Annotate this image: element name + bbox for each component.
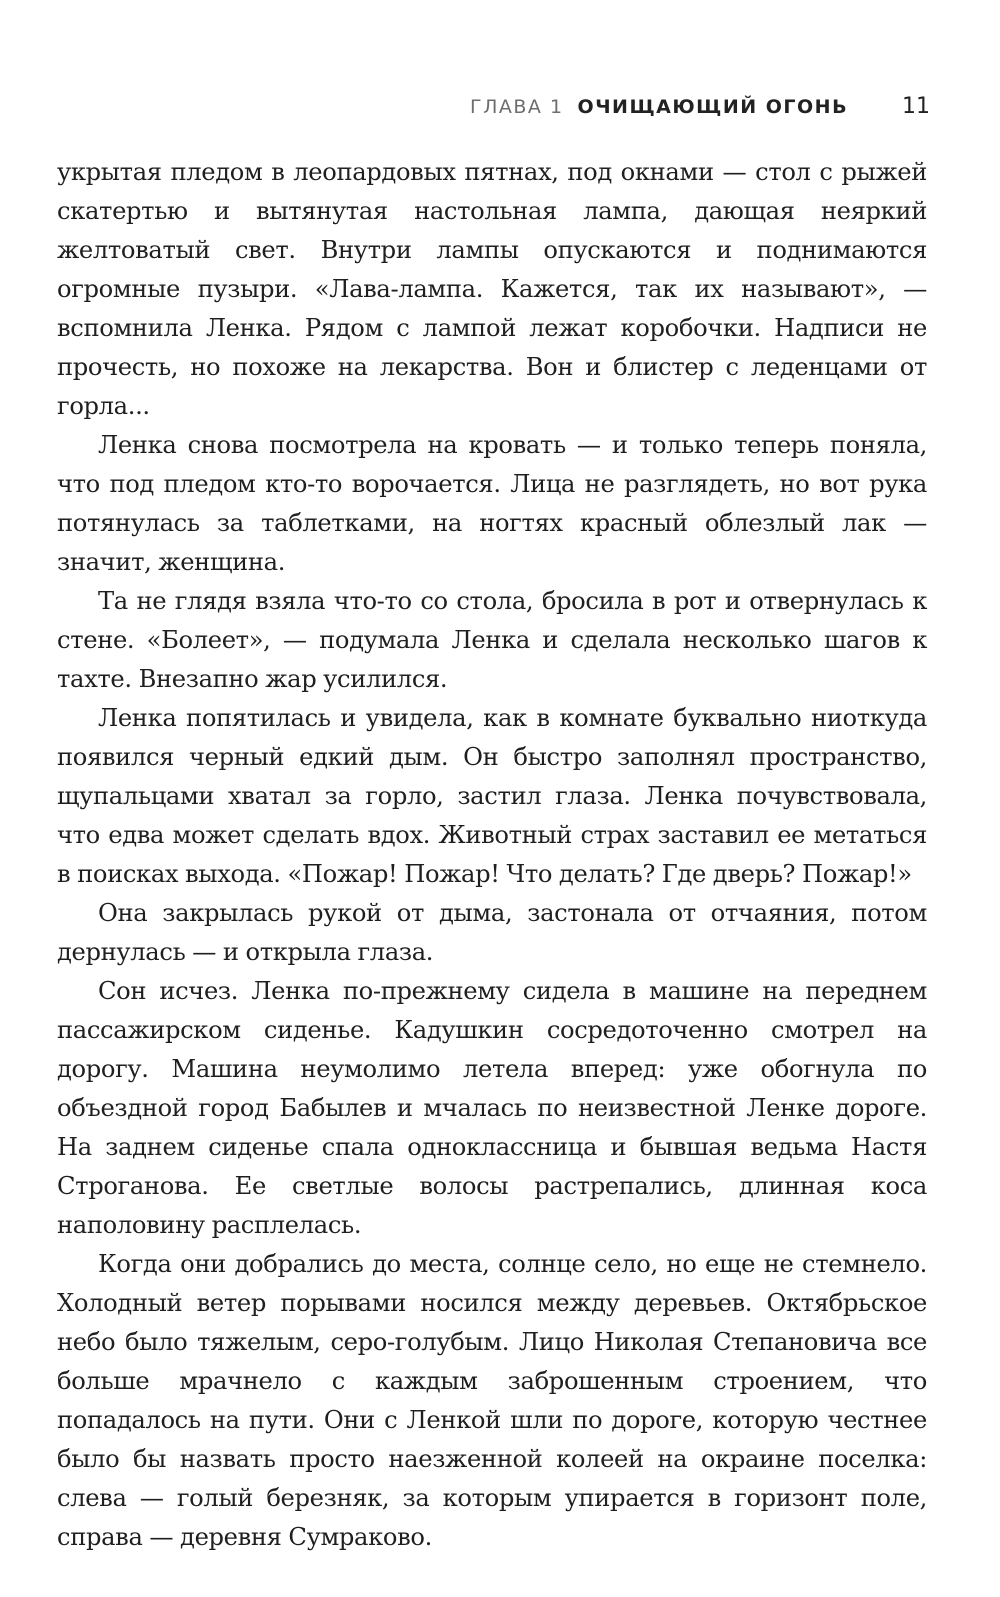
body-text — [57, 153, 927, 1557]
paragraph: Когда они добрались до места, солнце село, но еще не стемнело. Холодный ветер порывами носился между деревьев. Октябрьское небо было тяжелым, серо-голубым. Лицо Николая Степановича все больше мрачнело с каждым заброшенным строением, что попадалось на пути. Они с Ленкой шли по дороге, которую честнее было бы назвать просто наезженной колеей на окраине поселка: слева — голый березняк, за которым упирается в горизонт поле, справа — деревня Сумраково. — [57, 1250, 927, 1551]
paragraph: Та не глядя взяла что-то со стола, бросила в рот и отвернулась к стене. «Болеет», — подумала Ленка и сделала несколько шагов к тахте. Внезапно жар усилился. — [57, 587, 927, 693]
chapter-title: ОЧИЩАЮЩИЙ ОГОНЬ — [577, 96, 849, 118]
paragraph: Сон исчез. Ленка по-прежнему сидела в машине на переднем пассажирском сиденье. Кадушкин сосредоточенно смотрел на дорогу. Машина неумолимо летела вперед: уже обогнула по объездной город Бабылев и мчалась по неизвестной Ленке дороге. На заднем сиденье спала одноклассница и бывшая ведьма Настя Строганова. Ее светлые волосы растрепались, длинная коса наполовину расплелась. — [57, 977, 927, 1239]
chapter-label: ГЛАВА 1 — [470, 96, 564, 118]
paragraph: Ленка попятилась и увидела, как в комнате буквально ниоткуда появился черный едкий дым. Он быстро заполнял пространство, щупальцами хватал за горло, застил глаза. Ленка почувствовала, что едва может сделать вдох. Животный страх заставил ее метаться в поисках выхода. «Пожар! Пожар! Что делать? Где дверь? Пожар!» — [57, 704, 927, 888]
running-head — [470, 92, 930, 122]
paragraph: Она закрылась рукой от дыма, застонала от отчаяния, потом дернулась — и открыла глаза. — [57, 899, 927, 966]
paragraph: Ленка снова посмотрела на кровать — и только теперь поняла, что под пледом кто-то ворочается. Лица не разглядеть, но вот рука потянулась за таблетками, на ногтях красный облезлый лак — значит, женщина. — [57, 431, 927, 576]
paragraph: укрытая пледом в леопардовых пятнах, под окнами — стол с рыжей скатертью и вытянутая настольная лампа, дающая неяркий желтоватый свет. Внутри лампы опускаются и поднимаются огромные пузыри. «Лава-лампа. Кажется, так их называют», — вспомнила Ленка. Рядом с лампой лежат коробочки. Надписи не прочесть, но похоже на лекарства. Вон и блистер с леденцами от горла... — [57, 158, 927, 420]
page-number: 11 — [902, 94, 930, 119]
